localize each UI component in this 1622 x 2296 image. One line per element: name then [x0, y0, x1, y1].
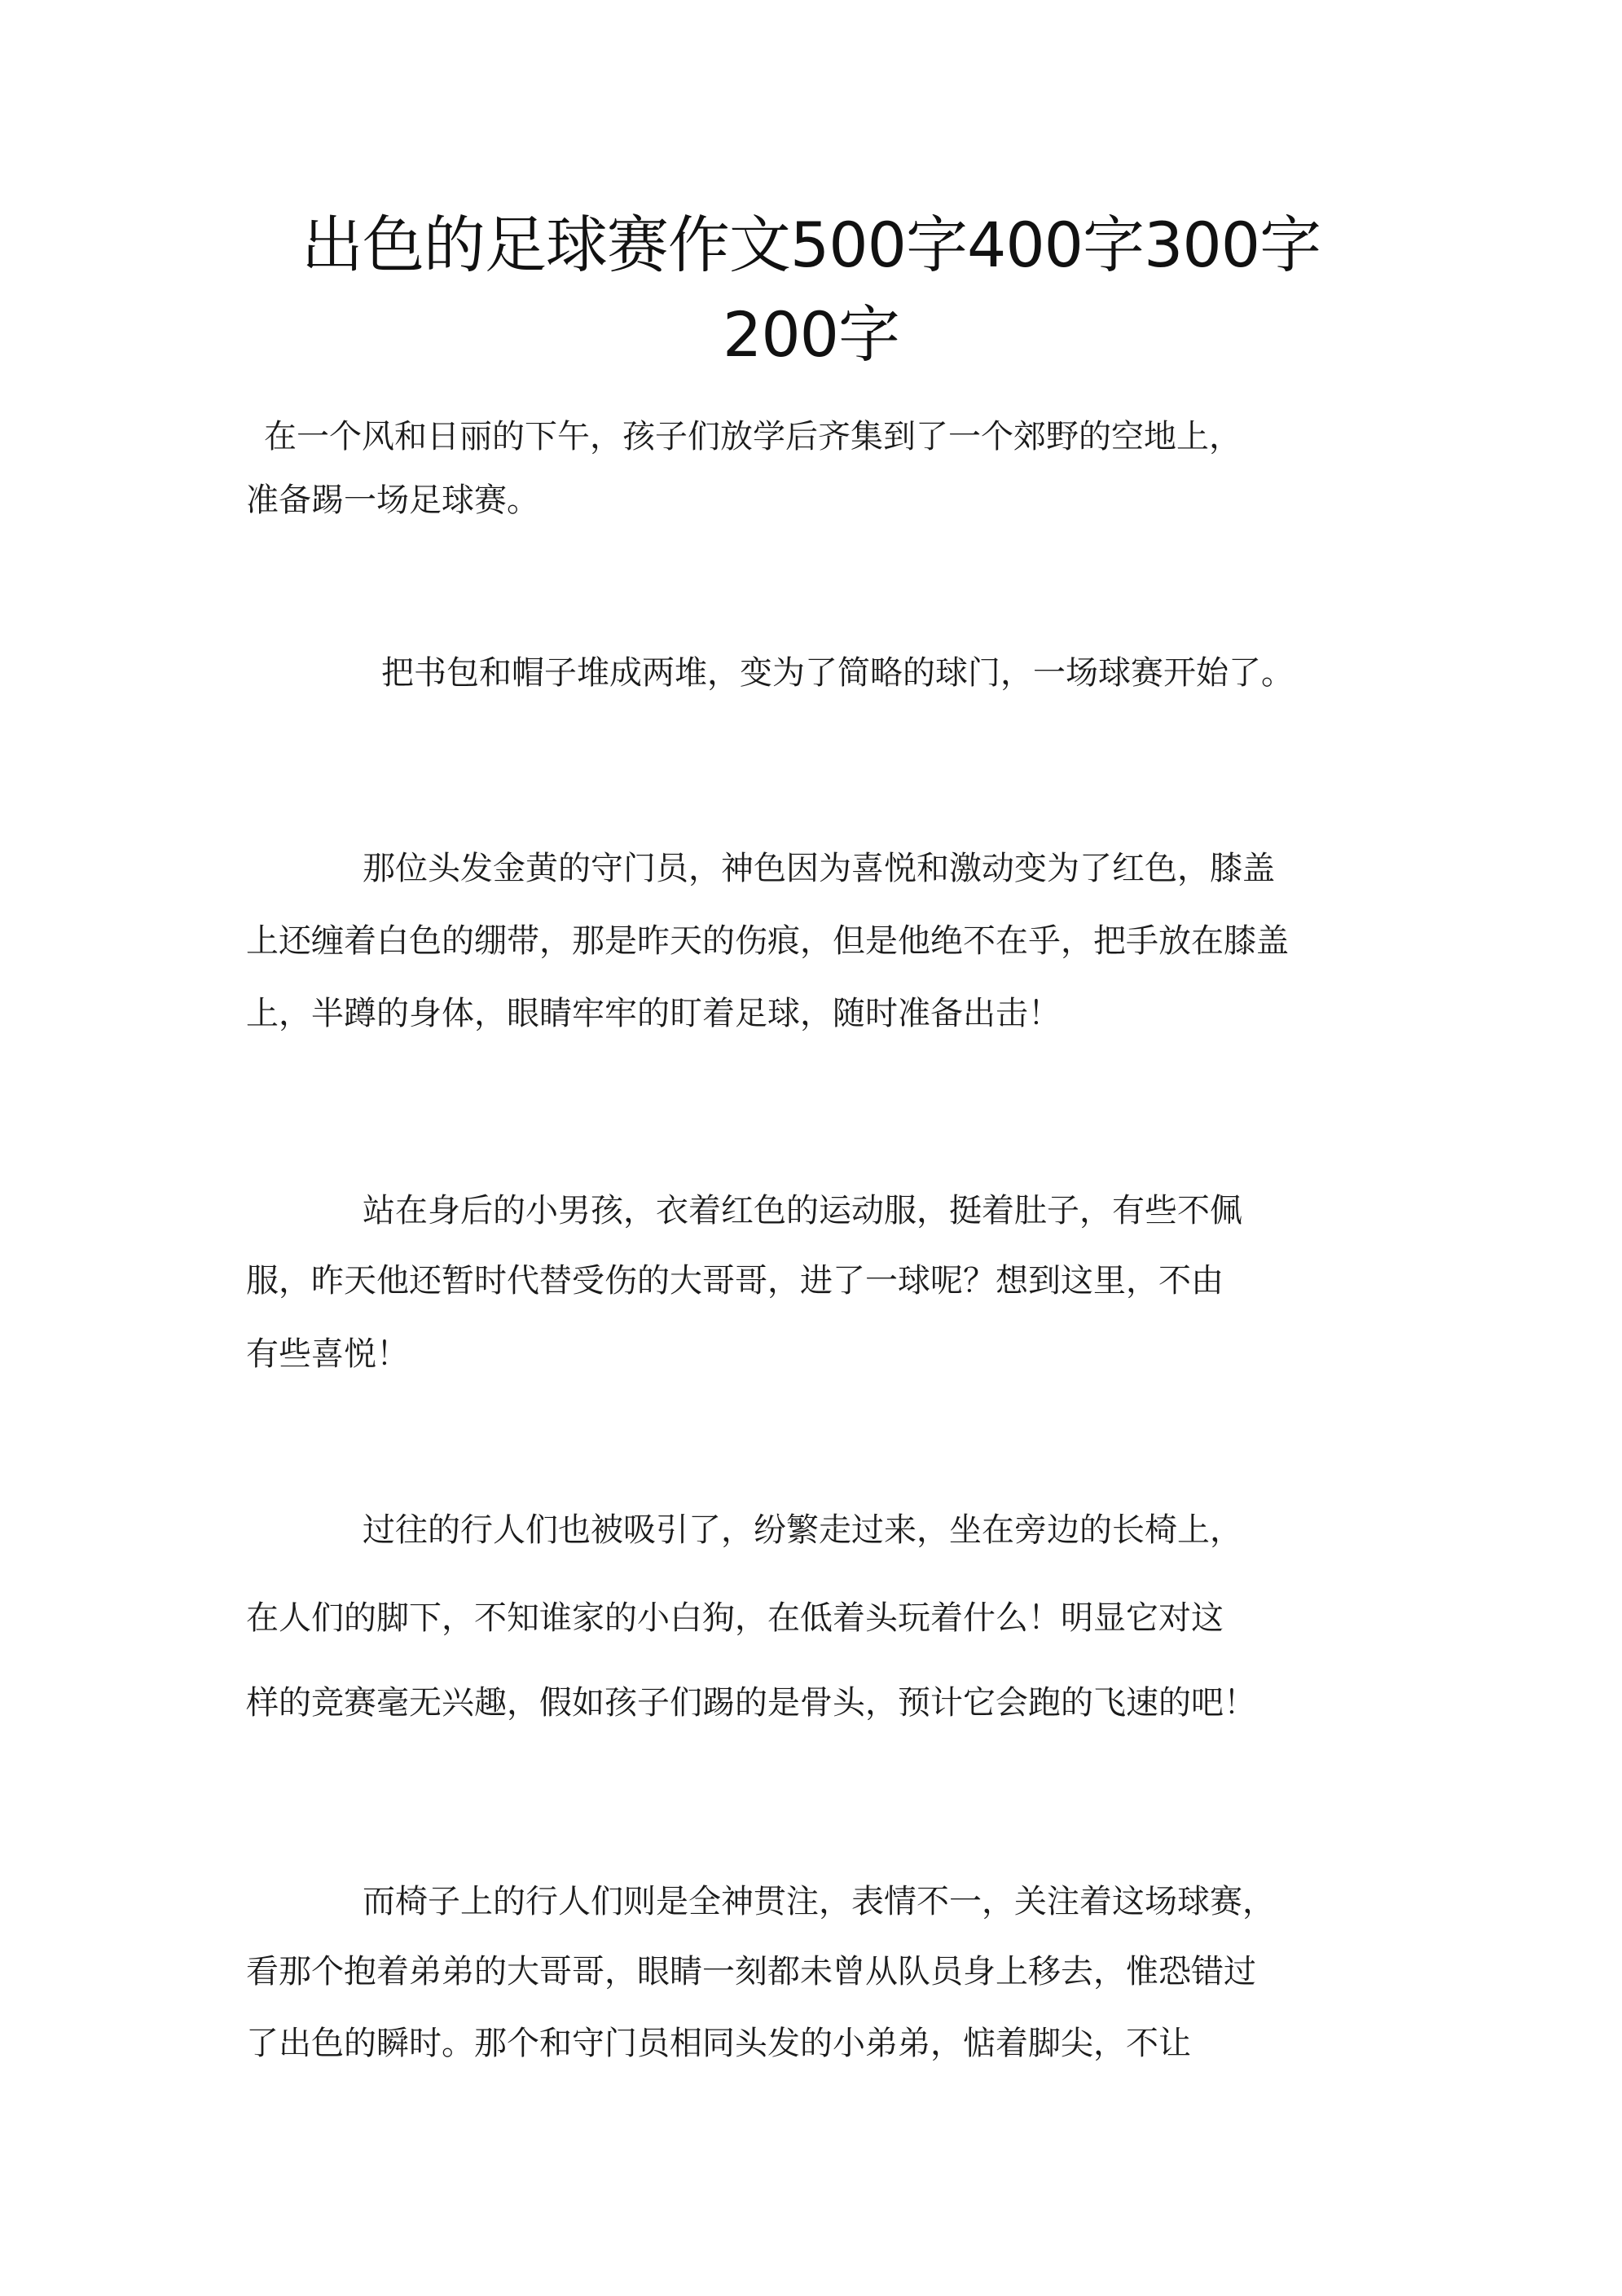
paragraph-line: 在人们的脚下，不知谁家的小白狗，在低着头玩着什么！明显它对这	[246, 1599, 1224, 1637]
paragraph-line: 那位头发金黄的守门员，神色因为喜悦和激动变为了红色，膝盖	[363, 850, 1275, 887]
document-title-line-1: 出色的足球赛作文500字400字300字	[301, 209, 1321, 281]
document-title-line-2: 200字	[722, 298, 900, 371]
paragraph-line: 把书包和帽子堆成两堆，变为了简略的球门，一场球赛开始了。	[381, 654, 1294, 692]
paragraph-line: 看那个抱着弟弟的大哥哥，眼睛一刻都未曾从队员身上移去，惟恐错过	[246, 1953, 1256, 1990]
paragraph-line: 上还缠着白色的绷带，那是昨天的伤痕，但是他绝不在乎，把手放在膝盖	[246, 922, 1289, 960]
paragraph-line: 准备踢一场足球赛。	[246, 482, 539, 519]
paragraph-line: 站在身后的小男孩，衣着红色的运动服，挺着肚子，有些不佩	[363, 1192, 1242, 1229]
paragraph-line: 在一个风和日丽的下午，孩子们放学后齐集到了一个郊野的空地上，	[264, 418, 1242, 455]
paragraph-line: 服，昨天他还暂时代替受伤的大哥哥，进了一球呢？想到这里，不由	[246, 1262, 1224, 1300]
paragraph-line: 而椅子上的行人们则是全神贯注，表情不一，关注着这场球赛，	[363, 1883, 1275, 1920]
paragraph-line: 有些喜悦！	[246, 1335, 409, 1373]
paragraph-line: 过往的行人们也被吸引了，纷繁走过来，坐在旁边的长椅上，	[363, 1511, 1242, 1549]
paragraph-line: 样的竞赛毫无兴趣，假如孩子们踢的是骨头，预计它会跑的飞速的吧！	[246, 1684, 1256, 1722]
paragraph-line: 了出色的瞬时。那个和守门员相同头发的小弟弟，惦着脚尖，不让	[246, 2025, 1191, 2062]
paragraph-line: 上，半蹲的身体，眼睛牢牢的盯着足球，随时准备出击！	[246, 995, 1061, 1032]
